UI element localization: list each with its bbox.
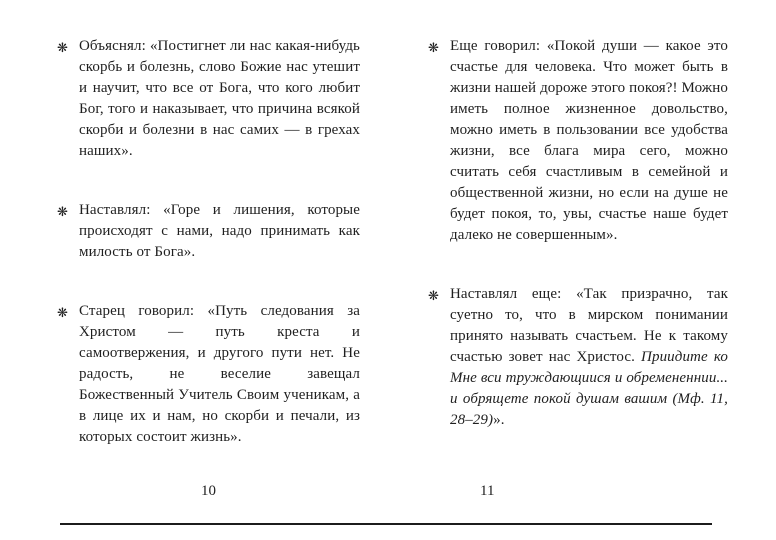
paragraph [57, 301, 360, 448]
scan-edge-line [60, 523, 712, 525]
page-right [428, 36, 728, 500]
paragraph-text: Старец говорил: «Путь следования за Христом — путь креста и самоотвержения, и другого пути нет. Не радость, не веселие завещал Божественный Учитель Своим ученикам, а в лице их и нам, но скорби и печали, из которых состоит жизнь». [79, 303, 360, 445]
asterisk-marker-icon: ❋ [428, 288, 439, 303]
asterisk-marker-icon: ❋ [57, 40, 68, 55]
paragraph [428, 36, 728, 246]
page-number: 11 [480, 483, 495, 499]
paragraph-text: Наставлял: «Горе и лишения, которые происходят с нами, надо принимать как милость от Бога». [79, 202, 360, 260]
asterisk-marker-icon: ❋ [57, 204, 68, 219]
paragraph [57, 200, 360, 263]
paragraph-segment-italic-scripture: Приидите ко Мне вси труждающиися и обремененнии... и обрящете покой душам вашим (Мф. 11, 28–29) [450, 349, 728, 428]
asterisk-marker-icon: ❋ [57, 305, 68, 320]
paragraph-text [450, 284, 728, 431]
paragraph-text: Еще говорил: «Покой души — какое это счастье для человека. Что может быть в жизни нашей дороже этого покоя?! Можно иметь полное жизненное довольство, можно иметь в пользовании все удобства жизни, все блага мира сего, можно считать себя счастливым в семейной и общественной жизни, но если на душе не будет покоя, то, увы, счастье наше будет далеко не совершенным». [450, 38, 728, 243]
paragraph-text: Объяснял: «Постигнет ли нас какая-нибудь скорбь и болезнь, слово Божие нас утешит и научит, что все от Бога, что кого любит Бог, того и наказывает, что причина всякой скорби и болезни в нас самих — в грехах наших». [79, 38, 360, 159]
page-number: 10 [201, 483, 216, 499]
asterisk-marker-icon: ❋ [428, 40, 439, 55]
paragraph [428, 284, 728, 431]
paragraph-segment-regular: ». [493, 412, 505, 428]
page-left [57, 36, 360, 500]
paragraph-segment-regular: Наставлял еще: «Так призрачно, так суетно то, что в мирском понимании принято называть счастьем. Не к такому счастью зовет нас Христос. [450, 286, 728, 365]
paragraph [57, 36, 360, 162]
